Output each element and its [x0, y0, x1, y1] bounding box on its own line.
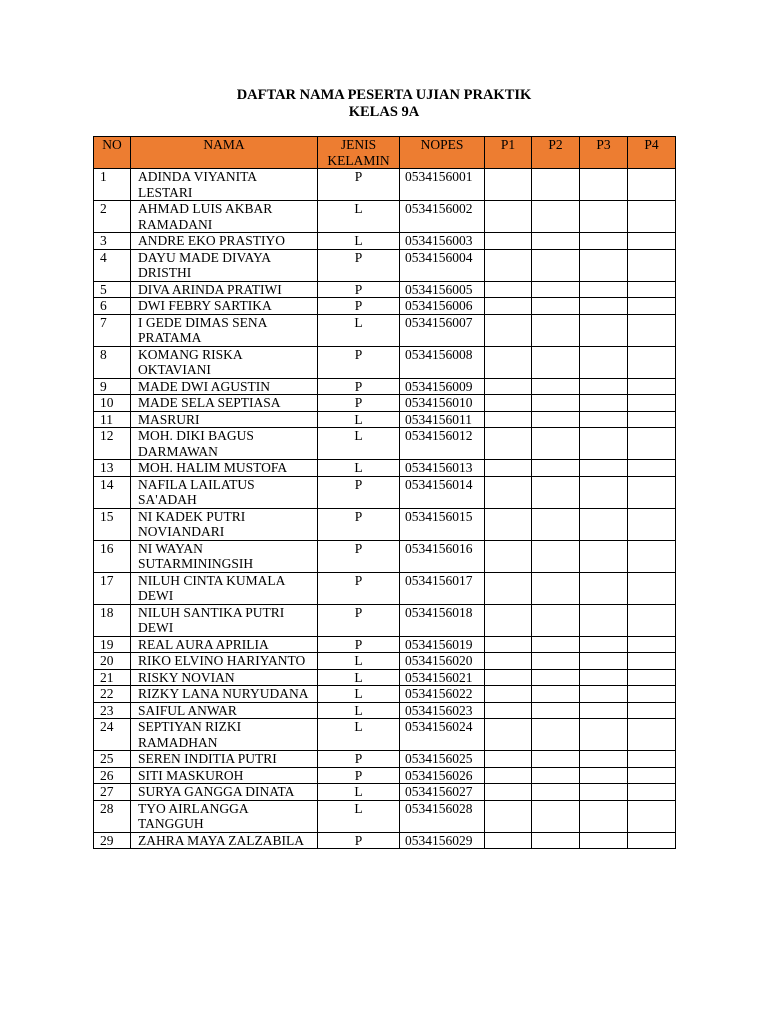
cell-p2 — [532, 476, 580, 508]
table-row — [94, 201, 676, 233]
cell-nama: TYO AIRLANGGA TANGGUH — [131, 800, 318, 832]
cell-p4 — [628, 314, 676, 346]
table-row — [94, 346, 676, 378]
cell-p2 — [532, 784, 580, 801]
cell-no: 8 — [94, 346, 131, 378]
cell-no: 25 — [94, 751, 131, 768]
cell-nopes: 0534156022 — [400, 686, 485, 703]
cell-no: 15 — [94, 508, 131, 540]
participant-table — [93, 136, 676, 849]
table-row — [94, 832, 676, 849]
table-body — [94, 169, 676, 849]
cell-jenis-kelamin: P — [318, 540, 400, 572]
cell-p2 — [532, 800, 580, 832]
table-row — [94, 784, 676, 801]
cell-jenis-kelamin: L — [318, 784, 400, 801]
cell-p4 — [628, 508, 676, 540]
cell-p3 — [580, 233, 628, 250]
cell-p1 — [485, 460, 532, 477]
cell-p2 — [532, 346, 580, 378]
cell-p2 — [532, 540, 580, 572]
header-p3: P3 — [580, 137, 628, 169]
cell-nama: MASRURI — [131, 411, 318, 428]
cell-p2 — [532, 314, 580, 346]
cell-p1 — [485, 428, 532, 460]
cell-p4 — [628, 298, 676, 315]
cell-p3 — [580, 540, 628, 572]
cell-nopes: 0534156008 — [400, 346, 485, 378]
cell-p3 — [580, 346, 628, 378]
cell-no: 21 — [94, 669, 131, 686]
cell-no: 11 — [94, 411, 131, 428]
cell-p3 — [580, 832, 628, 849]
cell-p3 — [580, 508, 628, 540]
cell-p4 — [628, 767, 676, 784]
cell-p2 — [532, 702, 580, 719]
table-row — [94, 653, 676, 670]
cell-p4 — [628, 719, 676, 751]
cell-nopes: 0534156029 — [400, 832, 485, 849]
cell-p1 — [485, 751, 532, 768]
header-nama: NAMA — [131, 137, 318, 169]
cell-p1 — [485, 832, 532, 849]
cell-no: 18 — [94, 604, 131, 636]
cell-p3 — [580, 201, 628, 233]
cell-p1 — [485, 784, 532, 801]
cell-nama: SEPTIYAN RIZKI RAMADHAN — [131, 719, 318, 751]
cell-p1 — [485, 508, 532, 540]
cell-p4 — [628, 169, 676, 201]
cell-p3 — [580, 669, 628, 686]
cell-p1 — [485, 702, 532, 719]
table-row — [94, 378, 676, 395]
cell-nopes: 0534156009 — [400, 378, 485, 395]
cell-p1 — [485, 686, 532, 703]
cell-p1 — [485, 604, 532, 636]
table-row — [94, 604, 676, 636]
cell-p1 — [485, 314, 532, 346]
cell-nama: DWI FEBRY SARTIKA — [131, 298, 318, 315]
cell-nopes: 0534156006 — [400, 298, 485, 315]
cell-nopes: 0534156003 — [400, 233, 485, 250]
cell-nama: NILUH CINTA KUMALA DEWI — [131, 572, 318, 604]
table-row — [94, 411, 676, 428]
cell-nama: NI KADEK PUTRI NOVIANDARI — [131, 508, 318, 540]
cell-p2 — [532, 460, 580, 477]
cell-jenis-kelamin: P — [318, 249, 400, 281]
cell-p4 — [628, 636, 676, 653]
cell-jenis-kelamin: P — [318, 508, 400, 540]
table-row — [94, 395, 676, 412]
cell-p2 — [532, 653, 580, 670]
table-row — [94, 233, 676, 250]
cell-p4 — [628, 832, 676, 849]
cell-p1 — [485, 767, 532, 784]
cell-p1 — [485, 201, 532, 233]
table-row — [94, 702, 676, 719]
cell-jenis-kelamin: L — [318, 719, 400, 751]
table-row — [94, 767, 676, 784]
cell-no: 5 — [94, 281, 131, 298]
cell-p2 — [532, 428, 580, 460]
cell-p4 — [628, 411, 676, 428]
cell-p4 — [628, 346, 676, 378]
cell-p1 — [485, 249, 532, 281]
cell-p2 — [532, 395, 580, 412]
header-p2: P2 — [532, 137, 580, 169]
cell-nopes: 0534156017 — [400, 572, 485, 604]
cell-nopes: 0534156014 — [400, 476, 485, 508]
cell-p4 — [628, 428, 676, 460]
cell-p2 — [532, 686, 580, 703]
page-title — [0, 87, 768, 120]
cell-jenis-kelamin: L — [318, 411, 400, 428]
cell-nopes: 0534156021 — [400, 669, 485, 686]
cell-p3 — [580, 719, 628, 751]
cell-jenis-kelamin: P — [318, 378, 400, 395]
table-row — [94, 428, 676, 460]
cell-nopes: 0534156002 — [400, 201, 485, 233]
cell-p3 — [580, 411, 628, 428]
cell-nama: I GEDE DIMAS SENA PRATAMA — [131, 314, 318, 346]
cell-p3 — [580, 751, 628, 768]
table-row — [94, 314, 676, 346]
table-row — [94, 540, 676, 572]
cell-no: 4 — [94, 249, 131, 281]
cell-nama: ANDRE EKO PRASTIYO — [131, 233, 318, 250]
cell-p4 — [628, 653, 676, 670]
cell-jenis-kelamin: L — [318, 800, 400, 832]
cell-no: 16 — [94, 540, 131, 572]
table-row — [94, 669, 676, 686]
cell-jenis-kelamin: P — [318, 636, 400, 653]
cell-nopes: 0534156012 — [400, 428, 485, 460]
cell-jenis-kelamin: P — [318, 604, 400, 636]
cell-nama: DAYU MADE DIVAYA DRISTHI — [131, 249, 318, 281]
cell-p2 — [532, 169, 580, 201]
cell-nama: SURYA GANGGA DINATA — [131, 784, 318, 801]
cell-p1 — [485, 719, 532, 751]
cell-p1 — [485, 800, 532, 832]
cell-nopes: 0534156005 — [400, 281, 485, 298]
cell-p4 — [628, 201, 676, 233]
cell-p4 — [628, 249, 676, 281]
cell-p4 — [628, 281, 676, 298]
cell-no: 20 — [94, 653, 131, 670]
cell-p1 — [485, 169, 532, 201]
cell-p3 — [580, 604, 628, 636]
cell-p3 — [580, 169, 628, 201]
cell-p3 — [580, 767, 628, 784]
cell-p1 — [485, 411, 532, 428]
cell-p2 — [532, 636, 580, 653]
cell-p4 — [628, 686, 676, 703]
cell-p1 — [485, 346, 532, 378]
cell-jenis-kelamin: P — [318, 476, 400, 508]
cell-jenis-kelamin: L — [318, 669, 400, 686]
cell-nama: NAFILA LAILATUS SA'ADAH — [131, 476, 318, 508]
cell-no: 27 — [94, 784, 131, 801]
table-row — [94, 686, 676, 703]
table-row — [94, 281, 676, 298]
cell-jenis-kelamin: P — [318, 346, 400, 378]
cell-p4 — [628, 702, 676, 719]
header-p1: P1 — [485, 137, 532, 169]
cell-p2 — [532, 751, 580, 768]
cell-nama: MADE SELA SEPTIASA — [131, 395, 318, 412]
cell-nopes: 0534156018 — [400, 604, 485, 636]
cell-no: 14 — [94, 476, 131, 508]
table-row — [94, 751, 676, 768]
table-header-row — [94, 137, 676, 169]
cell-jenis-kelamin: L — [318, 201, 400, 233]
cell-p1 — [485, 298, 532, 315]
cell-p3 — [580, 476, 628, 508]
cell-p4 — [628, 378, 676, 395]
cell-nama: MOH. DIKI BAGUS DARMAWAN — [131, 428, 318, 460]
cell-nopes: 0534156028 — [400, 800, 485, 832]
header-p4: P4 — [628, 137, 676, 169]
cell-jenis-kelamin: P — [318, 767, 400, 784]
cell-jenis-kelamin: L — [318, 314, 400, 346]
cell-p3 — [580, 395, 628, 412]
title-line-1: DAFTAR NAMA PESERTA UJIAN PRAKTIK — [236, 87, 532, 103]
table-row — [94, 460, 676, 477]
header-jenis-kelamin: JENIS KELAMIN — [318, 137, 400, 169]
cell-p2 — [532, 378, 580, 395]
cell-nama: SITI MASKUROH — [131, 767, 318, 784]
cell-p4 — [628, 800, 676, 832]
cell-p4 — [628, 233, 676, 250]
cell-nopes: 0534156007 — [400, 314, 485, 346]
cell-jenis-kelamin: P — [318, 572, 400, 604]
cell-nopes: 0534156024 — [400, 719, 485, 751]
cell-p1 — [485, 636, 532, 653]
cell-jenis-kelamin: P — [318, 169, 400, 201]
table-row — [94, 169, 676, 201]
cell-jenis-kelamin: P — [318, 281, 400, 298]
cell-nopes: 0534156010 — [400, 395, 485, 412]
cell-no: 1 — [94, 169, 131, 201]
cell-p3 — [580, 314, 628, 346]
cell-no: 28 — [94, 800, 131, 832]
cell-no: 24 — [94, 719, 131, 751]
cell-jenis-kelamin: L — [318, 460, 400, 477]
cell-nama: REAL AURA APRILIA — [131, 636, 318, 653]
cell-jenis-kelamin: L — [318, 686, 400, 703]
cell-nama: NI WAYAN SUTARMININGSIH — [131, 540, 318, 572]
cell-p2 — [532, 281, 580, 298]
cell-p1 — [485, 653, 532, 670]
cell-no: 6 — [94, 298, 131, 315]
table-row — [94, 249, 676, 281]
cell-p3 — [580, 281, 628, 298]
cell-nama: RIZKY LANA NURYUDANA — [131, 686, 318, 703]
cell-jenis-kelamin: L — [318, 653, 400, 670]
cell-p2 — [532, 201, 580, 233]
cell-jenis-kelamin: L — [318, 233, 400, 250]
cell-no: 29 — [94, 832, 131, 849]
table-row — [94, 800, 676, 832]
cell-p1 — [485, 476, 532, 508]
cell-jenis-kelamin: P — [318, 751, 400, 768]
cell-no: 2 — [94, 201, 131, 233]
cell-p2 — [532, 669, 580, 686]
cell-p2 — [532, 767, 580, 784]
table-row — [94, 572, 676, 604]
cell-nopes: 0534156013 — [400, 460, 485, 477]
cell-nama: SEREN INDITIA PUTRI — [131, 751, 318, 768]
cell-no: 3 — [94, 233, 131, 250]
cell-jenis-kelamin: L — [318, 702, 400, 719]
cell-p3 — [580, 653, 628, 670]
cell-p2 — [532, 233, 580, 250]
cell-no: 10 — [94, 395, 131, 412]
cell-nopes: 0534156001 — [400, 169, 485, 201]
cell-nopes: 0534156020 — [400, 653, 485, 670]
cell-p4 — [628, 460, 676, 477]
cell-p4 — [628, 572, 676, 604]
cell-p2 — [532, 719, 580, 751]
cell-nopes: 0534156004 — [400, 249, 485, 281]
cell-p3 — [580, 572, 628, 604]
table-row — [94, 719, 676, 751]
cell-nopes: 0534156015 — [400, 508, 485, 540]
cell-nopes: 0534156016 — [400, 540, 485, 572]
cell-jenis-kelamin: P — [318, 298, 400, 315]
cell-p3 — [580, 636, 628, 653]
cell-nopes: 0534156025 — [400, 751, 485, 768]
cell-no: 26 — [94, 767, 131, 784]
cell-p3 — [580, 378, 628, 395]
cell-p4 — [628, 395, 676, 412]
cell-p1 — [485, 233, 532, 250]
cell-p2 — [532, 604, 580, 636]
cell-nama: MOH. HALIM MUSTOFA — [131, 460, 318, 477]
cell-no: 12 — [94, 428, 131, 460]
cell-p4 — [628, 476, 676, 508]
cell-p1 — [485, 572, 532, 604]
cell-p3 — [580, 784, 628, 801]
cell-p3 — [580, 800, 628, 832]
cell-nopes: 0534156019 — [400, 636, 485, 653]
cell-nama: SAIFUL ANWAR — [131, 702, 318, 719]
cell-p3 — [580, 428, 628, 460]
cell-p4 — [628, 604, 676, 636]
cell-nopes: 0534156027 — [400, 784, 485, 801]
cell-p4 — [628, 751, 676, 768]
cell-no: 7 — [94, 314, 131, 346]
cell-p4 — [628, 784, 676, 801]
cell-nama: RISKY NOVIAN — [131, 669, 318, 686]
cell-p1 — [485, 281, 532, 298]
cell-p1 — [485, 669, 532, 686]
cell-p2 — [532, 832, 580, 849]
cell-nopes: 0534156011 — [400, 411, 485, 428]
cell-p2 — [532, 411, 580, 428]
cell-p3 — [580, 702, 628, 719]
cell-p3 — [580, 249, 628, 281]
cell-jenis-kelamin: P — [318, 832, 400, 849]
table-row — [94, 476, 676, 508]
cell-no: 19 — [94, 636, 131, 653]
cell-nama: KOMANG RISKA OKTAVIANI — [131, 346, 318, 378]
cell-p1 — [485, 540, 532, 572]
cell-p2 — [532, 508, 580, 540]
table-row — [94, 298, 676, 315]
cell-no: 23 — [94, 702, 131, 719]
cell-nama: ADINDA VIYANITA LESTARI — [131, 169, 318, 201]
cell-nama: ZAHRA MAYA ZALZABILA — [131, 832, 318, 849]
cell-jenis-kelamin: L — [318, 428, 400, 460]
cell-jenis-kelamin: P — [318, 395, 400, 412]
cell-no: 17 — [94, 572, 131, 604]
cell-p3 — [580, 686, 628, 703]
cell-nama: MADE DWI AGUSTIN — [131, 378, 318, 395]
table-row — [94, 508, 676, 540]
cell-no: 22 — [94, 686, 131, 703]
cell-p2 — [532, 572, 580, 604]
cell-nama: AHMAD LUIS AKBAR RAMADANI — [131, 201, 318, 233]
cell-nama: RIKO ELVINO HARIYANTO — [131, 653, 318, 670]
cell-p4 — [628, 540, 676, 572]
cell-p3 — [580, 460, 628, 477]
cell-p4 — [628, 669, 676, 686]
table-row — [94, 636, 676, 653]
cell-p1 — [485, 378, 532, 395]
cell-nopes: 0534156026 — [400, 767, 485, 784]
title-line-2: KELAS 9A — [348, 103, 420, 120]
cell-p2 — [532, 249, 580, 281]
cell-nama: NILUH SANTIKA PUTRI DEWI — [131, 604, 318, 636]
cell-no: 9 — [94, 378, 131, 395]
cell-p1 — [485, 395, 532, 412]
header-no: NO — [94, 137, 131, 169]
cell-p3 — [580, 298, 628, 315]
cell-no: 13 — [94, 460, 131, 477]
header-nopes: NOPES — [400, 137, 485, 169]
cell-nama: DIVA ARINDA PRATIWI — [131, 281, 318, 298]
cell-p2 — [532, 298, 580, 315]
cell-nopes: 0534156023 — [400, 702, 485, 719]
